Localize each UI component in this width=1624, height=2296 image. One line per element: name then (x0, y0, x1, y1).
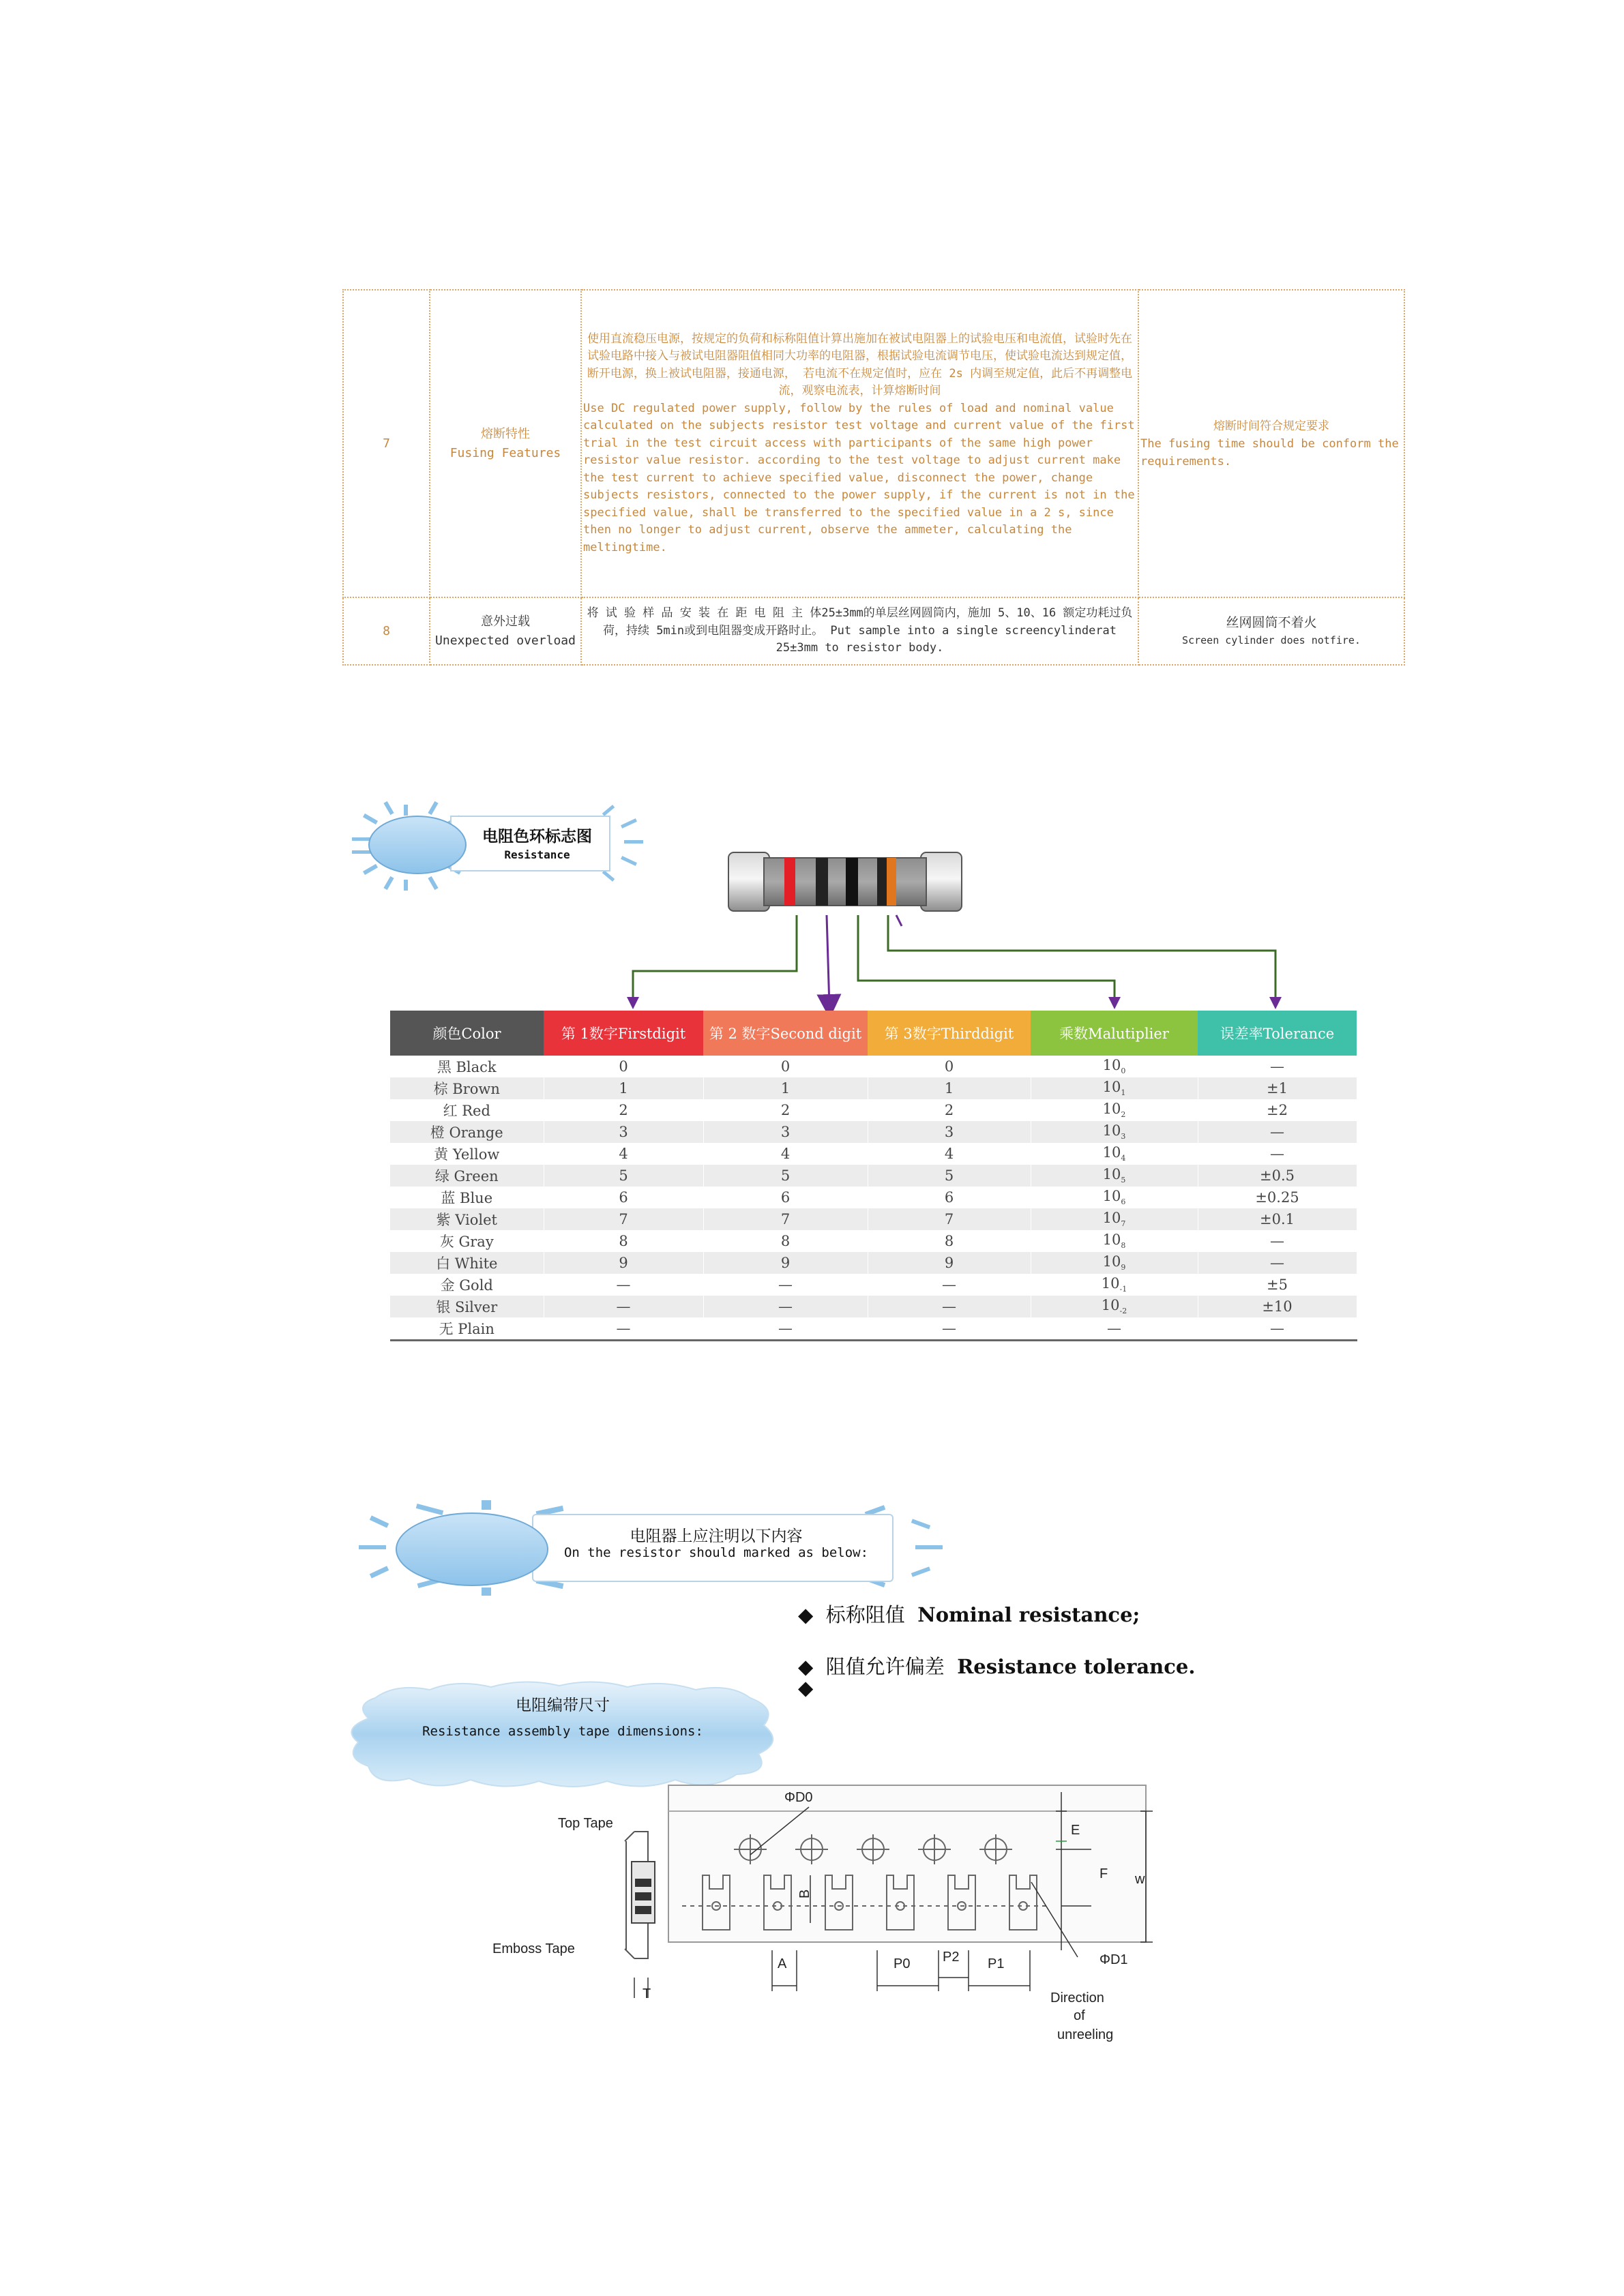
second-digit-cell: — (703, 1274, 868, 1296)
color-name-cell: 金 Gold (390, 1274, 544, 1296)
tolerance-cell: ±1 (1198, 1077, 1357, 1099)
third-digit-cell: 3 (868, 1121, 1031, 1143)
first-digit-cell: — (544, 1274, 703, 1296)
third-digit-cell: 8 (868, 1230, 1031, 1252)
multiplier-cell: $10_6$ (1031, 1187, 1198, 1208)
banner-title-cn: 电阻色环标志图 (482, 828, 592, 846)
second-digit-cell: — (703, 1296, 868, 1317)
multiplier-cell: $10_{-2}$ (1031, 1296, 1198, 1317)
spec-req-en: Screen cylinder does notfire. (1182, 633, 1361, 646)
tolerance-cell: — (1198, 1143, 1357, 1165)
color-name-cell: 白 White (390, 1252, 544, 1274)
first-digit-cell: — (544, 1296, 703, 1317)
banner-title-cn: 电阻编带尺寸 (516, 1697, 610, 1714)
second-digit-cell: 2 (703, 1099, 868, 1121)
second-digit-cell: 1 (703, 1077, 868, 1099)
multiplier-cell: $10_8$ (1031, 1230, 1198, 1252)
first-digit-cell: 7 (544, 1208, 703, 1230)
label-emboss-tape: Emboss Tape (492, 1941, 575, 1956)
banner-title-en: Resistance (504, 848, 570, 861)
color-name-cell: 黑 Black (390, 1056, 544, 1077)
multiplier-cell: $10_5$ (1031, 1165, 1198, 1187)
third-digit-cell: — (868, 1317, 1031, 1341)
third-digit-cell: 2 (868, 1099, 1031, 1121)
label-p1: P1 (988, 1956, 1005, 1971)
color-table-header-cell: 颜色Color (390, 1011, 544, 1056)
bullet-en: Nominal resistance; (917, 1603, 1140, 1626)
label-direction: Direction (1050, 1991, 1104, 2006)
second-digit-cell: 3 (703, 1121, 868, 1143)
color-name-cell: 蓝 Blue (390, 1187, 544, 1208)
tolerance-cell: ±0.25 (1198, 1187, 1357, 1208)
tolerance-cell: ±5 (1198, 1274, 1357, 1296)
multiplier-cell: — (1031, 1317, 1198, 1341)
banner-title-en: On the resistor should marked as below: (563, 1545, 869, 1560)
color-table-header-cell: 第 2 数字Second digit (703, 1011, 868, 1056)
second-digit-cell: 0 (703, 1056, 868, 1077)
label-a: A (778, 1956, 787, 1971)
spec-method-cn: 使用直流稳压电源，按规定的负荷和标称阻值计算出施加在被试电阻器上的试验电压和电流值，试验时先在试验电路中接入与被试电阻器阻值相同大功率的电阻器，根据试验电流调节电压，使试验电流达到规定值，断开电源，换上被试电阻器，接通电源， 若电流不在规定值时，应在 2s 内调至规定值，此后不再调整电流，观察电流表，计算熔断时间 (587, 331, 1133, 398)
multiplier-cell: $10_{-1}$ (1031, 1274, 1198, 1296)
tolerance-cell: — (1198, 1121, 1357, 1143)
second-digit-cell: 4 (703, 1143, 868, 1165)
second-digit-cell: 5 (703, 1165, 868, 1187)
third-digit-cell: 1 (868, 1077, 1031, 1099)
third-digit-cell: 9 (868, 1252, 1031, 1274)
diamond-bullet-icon: ◆ (798, 1655, 814, 1678)
label-p2: P2 (943, 1950, 960, 1965)
spec-no: 8 (343, 597, 430, 665)
tolerance-cell: — (1198, 1317, 1357, 1341)
color-name-cell: 无 Plain (390, 1317, 544, 1341)
third-digit-cell: — (868, 1296, 1031, 1317)
second-digit-cell: 6 (703, 1187, 868, 1208)
bullet-en: Resistance tolerance. (957, 1655, 1196, 1678)
second-digit-cell: 8 (703, 1230, 868, 1252)
color-table-header-cell: 误差率Tolerance (1198, 1011, 1357, 1056)
spec-item-en: Unexpected overload (435, 633, 576, 648)
first-digit-cell: 9 (544, 1252, 703, 1274)
color-name-cell: 黄 Yellow (390, 1143, 544, 1165)
tolerance-cell: — (1198, 1252, 1357, 1274)
spec-req-cn: 熔断时间符合规定要求 (1213, 419, 1329, 433)
color-table-header-cell: 第 3数字Thirddigit (868, 1011, 1031, 1056)
spec-method-cn: 将 试 验 样 品 安 装 在 距 电 阻 主 体25±3mm的单层丝网圆筒内，施加 5、10、16 额定功耗过负荷，持续 5min或到电阻器变成开路时止。 (587, 606, 1133, 638)
spec-req-cn: 丝网圆筒不着火 (1226, 614, 1317, 630)
first-digit-cell: 8 (544, 1230, 703, 1252)
label-d0: ΦD0 (784, 1790, 813, 1805)
tolerance-cell: ±10 (1198, 1296, 1357, 1317)
first-digit-cell: 3 (544, 1121, 703, 1143)
multiplier-cell: $10_2$ (1031, 1099, 1198, 1121)
label-p0: P0 (894, 1956, 911, 1971)
label-f: F (1099, 1866, 1108, 1881)
tolerance-cell: ±0.1 (1198, 1208, 1357, 1230)
first-digit-cell: 5 (544, 1165, 703, 1187)
tolerance-cell: — (1198, 1056, 1357, 1077)
multiplier-cell: $10_0$ (1031, 1056, 1198, 1077)
color-table-header-cell: 乘数Malutiplier (1031, 1011, 1198, 1056)
first-digit-cell: — (544, 1317, 703, 1341)
banner-title-cn: 电阻器上应注明以下内容 (630, 1527, 803, 1545)
spec-no: 7 (343, 290, 430, 597)
bullet-cn: 阻值允许偏差 (825, 1655, 945, 1678)
tape-strip (668, 1785, 1146, 1942)
spec-item-cn: 意外过载 (481, 614, 530, 629)
spec-item-cn: 熔断特性 (481, 426, 530, 441)
color-name-cell: 橙 Orange (390, 1121, 544, 1143)
second-digit-cell: 7 (703, 1208, 868, 1230)
multiplier-cell: $10_9$ (1031, 1252, 1198, 1274)
label-b: B (797, 1889, 812, 1898)
tolerance-cell: — (1198, 1230, 1357, 1252)
banner-title-en: Resistance assembly tape dimensions: (422, 1724, 703, 1739)
multiplier-cell: $10_1$ (1031, 1077, 1198, 1099)
third-digit-cell: — (868, 1274, 1031, 1296)
second-digit-cell: — (703, 1317, 868, 1341)
color-name-cell: 灰 Gray (390, 1230, 544, 1252)
third-digit-cell: 0 (868, 1056, 1031, 1077)
third-digit-cell: 7 (868, 1208, 1031, 1230)
diamond-bullet-icon: ◆ (798, 1603, 814, 1626)
label-top-tape: Top Tape (558, 1816, 613, 1831)
multiplier-cell: $10_7$ (1031, 1208, 1198, 1230)
tolerance-cell: ±2 (1198, 1099, 1357, 1121)
color-name-cell: 绿 Green (390, 1165, 544, 1187)
label-of: of (1074, 2008, 1085, 2023)
third-digit-cell: 4 (868, 1143, 1031, 1165)
spec-method-en: Put sample into a single screencylinderat 25±3mm to resistor body. (776, 623, 1117, 655)
multiplier-cell: $10_3$ (1031, 1121, 1198, 1143)
tolerance-cell: ±0.5 (1198, 1165, 1357, 1187)
color-name-cell: 紫 Violet (390, 1208, 544, 1230)
spec-req-en: The fusing time should be conform the requirements. (1140, 436, 1399, 468)
spec-item-en: Fusing Features (449, 445, 561, 460)
label-w: w (1135, 1872, 1145, 1887)
color-name-cell: 棕 Brown (390, 1077, 544, 1099)
third-digit-cell: 6 (868, 1187, 1031, 1208)
color-table-header-cell: 第 1数字Firstdigit (544, 1011, 703, 1056)
label-t: T (643, 1986, 651, 2001)
bullet-cn: 标称阻值 (825, 1603, 905, 1626)
diamond-bullet-icon: ◆ (798, 1676, 814, 1699)
first-digit-cell: 2 (544, 1099, 703, 1121)
first-digit-cell: 6 (544, 1187, 703, 1208)
spec-method-en: Use DC regulated power supply, follow by the rules of load and nominal value calculated on the subjects resistor test voltage and current value of the first trial in the test circuit access with participants of the same high power resistor value resistor. according to the test voltage to adjust current make the test current to achieve specified value, disconnect the power, change subjects resistors, connected to the power supply, if the current is not in the specified value, shall be transferred to the specified value in a 2 s, since then no longer to adjust current, observe the ammeter, calculating the meltingtime. (583, 401, 1135, 554)
multiplier-cell: $10_4$ (1031, 1143, 1198, 1165)
label-unreeling: unreeling (1057, 2027, 1114, 2042)
label-d1: ΦD1 (1099, 1952, 1128, 1967)
first-digit-cell: 1 (544, 1077, 703, 1099)
color-name-cell: 红 Red (390, 1099, 544, 1121)
second-digit-cell: 9 (703, 1252, 868, 1274)
third-digit-cell: 5 (868, 1165, 1031, 1187)
color-name-cell: 银 Silver (390, 1296, 544, 1317)
label-e: E (1071, 1823, 1080, 1838)
first-digit-cell: 4 (544, 1143, 703, 1165)
first-digit-cell: 0 (544, 1056, 703, 1077)
